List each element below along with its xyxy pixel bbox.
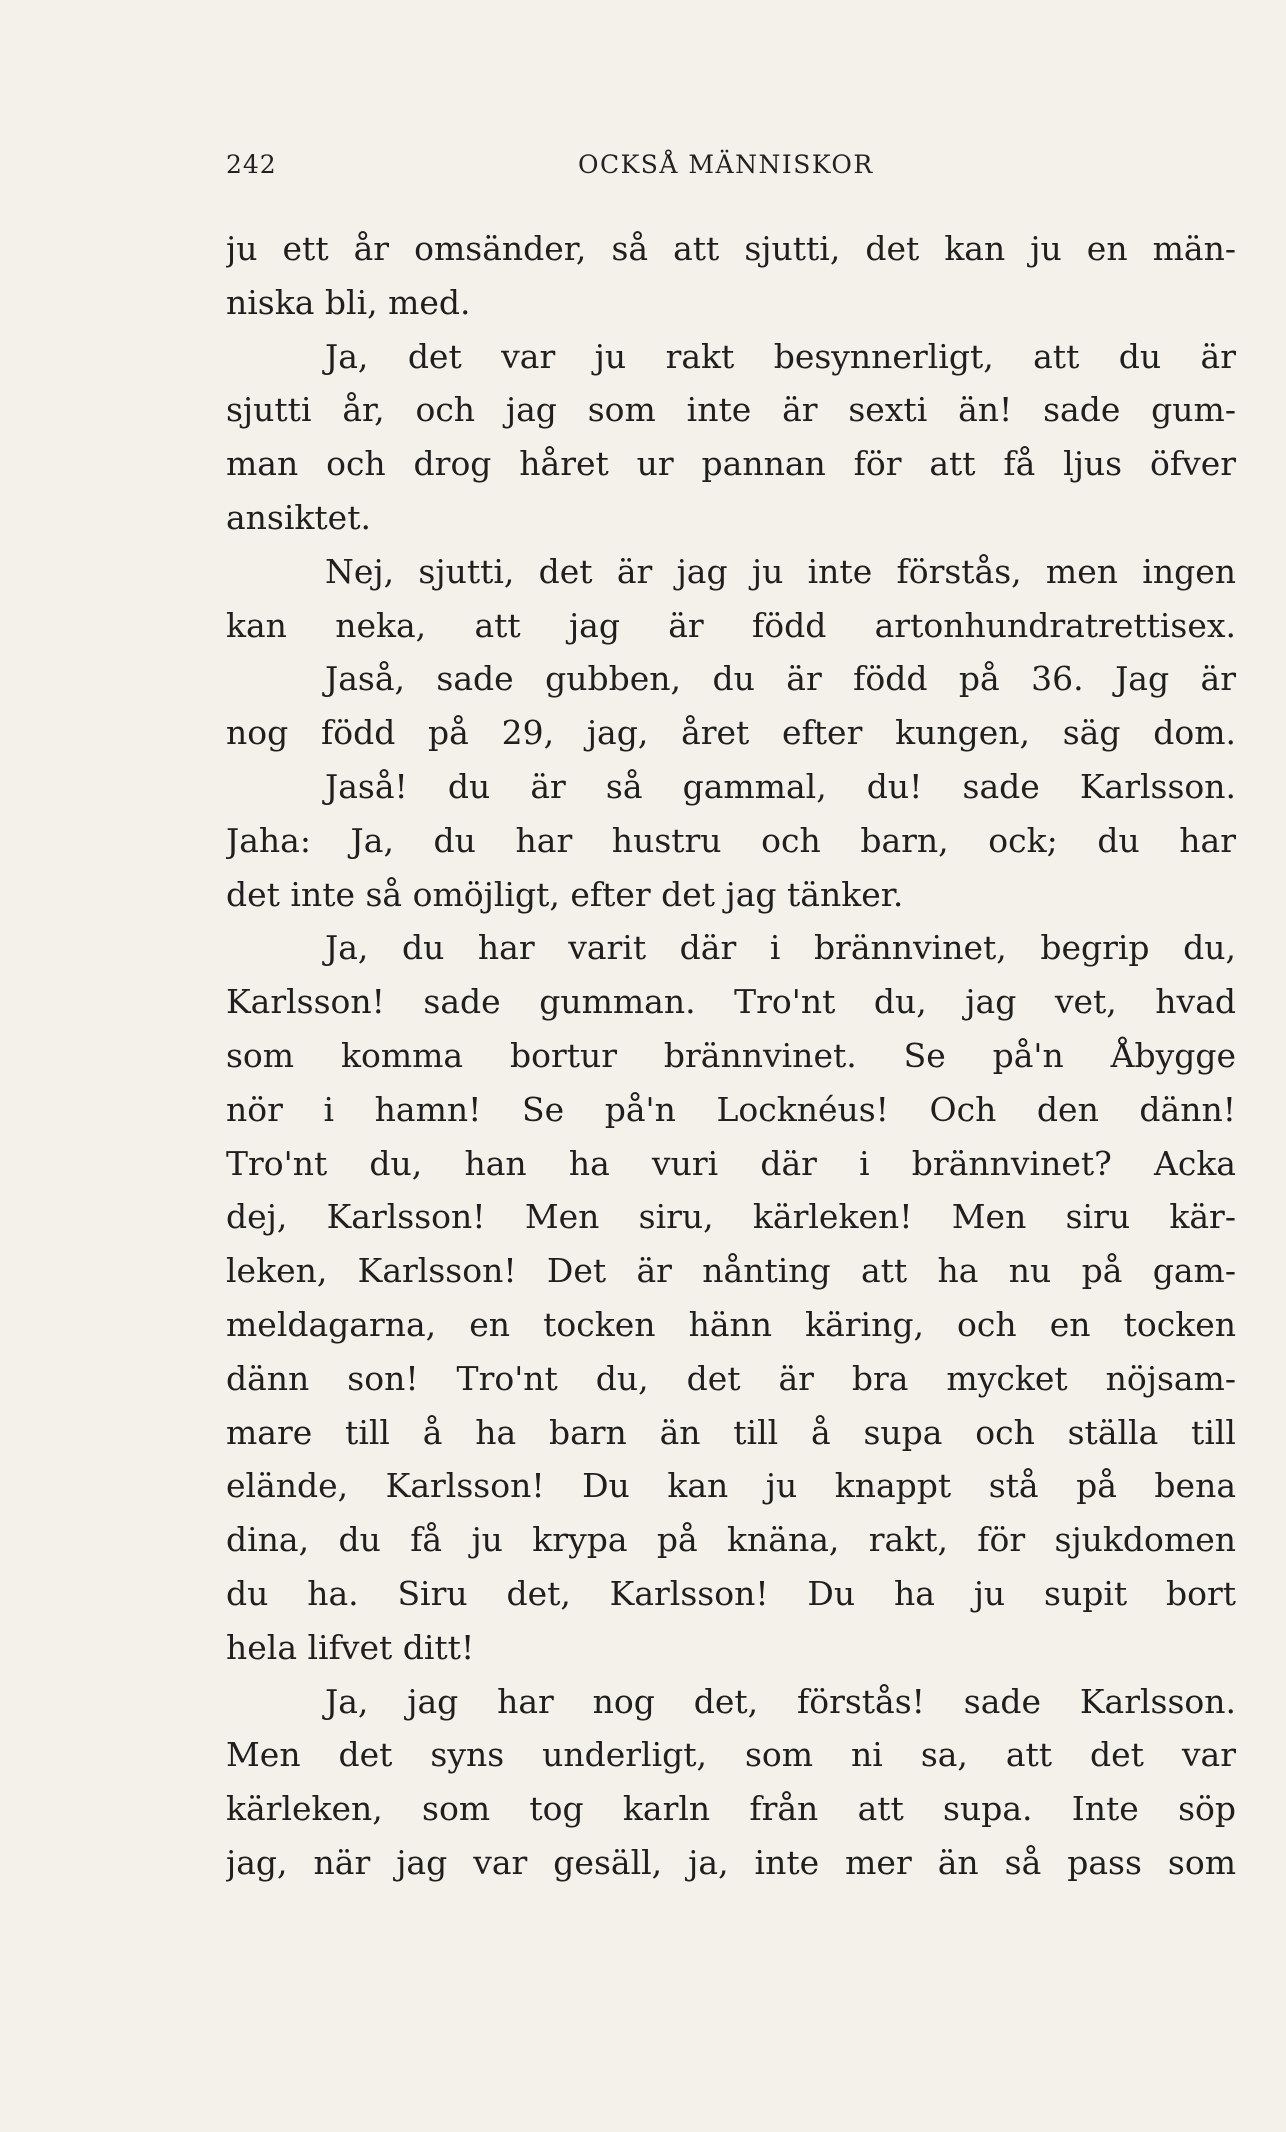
text-line: ansiktet. <box>226 497 371 537</box>
text-line: Jaha: Ja, du har hustru och barn, ock; du har <box>226 820 1236 860</box>
text-line: hela lifvet ditt! <box>226 1627 475 1667</box>
text-line: jag, när jag var gesäll, ja, inte mer än så pass som <box>226 1842 1236 1882</box>
text-line: dänn son! Tro'nt du, det är bra mycket nöjsam- <box>226 1358 1236 1398</box>
text-line: det inte så omöjligt, efter det jag tänker. <box>226 874 904 914</box>
text-line: Karlsson! sade gumman. Tro'nt du, jag vet, hvad <box>226 982 1236 1022</box>
text-line: Tro'nt du, han ha vuri där i brännvinet? Acka <box>226 1143 1236 1183</box>
text-line: nog född på 29, jag, året efter kungen, säg dom. <box>226 713 1236 753</box>
text-line: mare till å ha barn än till å supa och ställa till <box>226 1412 1236 1452</box>
text-line: kärleken, som tog karln från att supa. Inte söp <box>226 1789 1236 1829</box>
text-line: dina, du få ju krypa på knäna, rakt, för sjukdomen <box>226 1520 1236 1560</box>
page-number: 242 <box>226 150 277 179</box>
text-line: niska bli, med. <box>226 282 471 322</box>
text-line: Nej, sjutti, det är jag ju inte förstås, men ingen <box>325 551 1236 591</box>
text-line: elände, Karlsson! Du kan ju knappt stå på bena <box>226 1466 1236 1506</box>
text-line: dej, Karlsson! Men siru, kärleken! Men siru kär- <box>226 1197 1236 1237</box>
text-line: leken, Karlsson! Det är nånting att ha nu på gam- <box>226 1251 1236 1291</box>
text-line: meldagarna, en tocken hänn käring, och en tocken <box>226 1304 1236 1344</box>
text-line: som komma bortur brännvinet. Se på'n Åbygge <box>226 1035 1236 1075</box>
text-line: kan neka, att jag är född artonhundratrettisex. <box>226 605 1236 645</box>
text-line: Men det syns underligt, som ni sa, att det var <box>226 1735 1236 1775</box>
text-line: nör i hamn! Se på'n Locknéus! Och den dänn! <box>226 1089 1236 1129</box>
text-line: Ja, du har varit där i brännvinet, begrip du, <box>325 928 1236 968</box>
text-line: Ja, det var ju rakt besynnerligt, att du är <box>325 336 1236 376</box>
text-line: ju ett år omsänder, så att sjutti, det kan ju en män- <box>226 229 1236 268</box>
text-line: du ha. Siru det, Karlsson! Du ha ju supit bort <box>226 1573 1236 1613</box>
text-line: man och drog håret ur pannan för att få ljus öfver <box>226 444 1236 484</box>
body-text <box>226 222 1236 1890</box>
text-line: Jaså! du är så gammal, du! sade Karlsson. <box>325 766 1236 806</box>
text-line: Ja, jag har nog det, förstås! sade Karlsson. <box>325 1681 1236 1721</box>
text-line: Jaså, sade gubben, du är född på 36. Jag är <box>325 659 1236 699</box>
text-line: sjutti år, och jag som inte är sexti än! sade gum- <box>226 390 1236 430</box>
running-head <box>226 150 1236 190</box>
running-title: OCKSÅ MÄNNISKOR <box>578 150 874 179</box>
